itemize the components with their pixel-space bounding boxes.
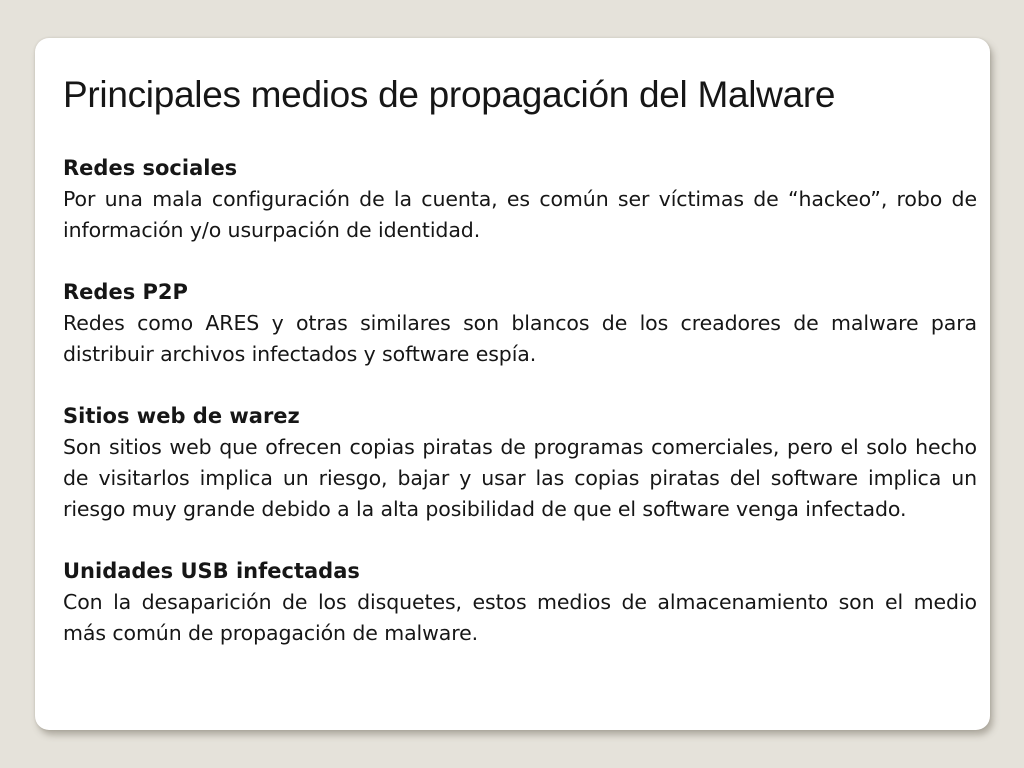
section-body: Redes como ARES y otras similares son blancos de los creadores de malware para distribuir archivos infectados y software espía. bbox=[63, 311, 977, 366]
section-sitios-web-warez bbox=[63, 401, 977, 525]
section-body: Son sitios web que ofrecen copias piratas de programas comerciales, pero el solo hecho de visitarlos implica un riesgo, bajar y usar las copias piratas del software implica un riesgo muy grande debido a la alta posibilidad de que el software venga infectado. bbox=[63, 435, 977, 521]
section-heading: Sitios web de warez bbox=[63, 404, 300, 428]
section-body: Por una mala configuración de la cuenta, es común ser víctimas de “hackeo”, robo de información y/o usurpación de identidad. bbox=[63, 187, 977, 242]
section-body: Con la desaparición de los disquetes, estos medios de almacenamiento son el medio más común de propagación de malware. bbox=[63, 590, 977, 645]
section-heading: Redes P2P bbox=[63, 280, 188, 304]
section-unidades-usb bbox=[63, 556, 977, 649]
section-redes-p2p bbox=[63, 277, 977, 370]
slide-title: Principales medios de propagación del Malware bbox=[63, 74, 836, 115]
section-redes-sociales bbox=[63, 153, 977, 246]
section-heading: Redes sociales bbox=[63, 156, 238, 180]
slide-content bbox=[63, 153, 977, 680]
section-heading: Unidades USB infectadas bbox=[63, 559, 360, 583]
